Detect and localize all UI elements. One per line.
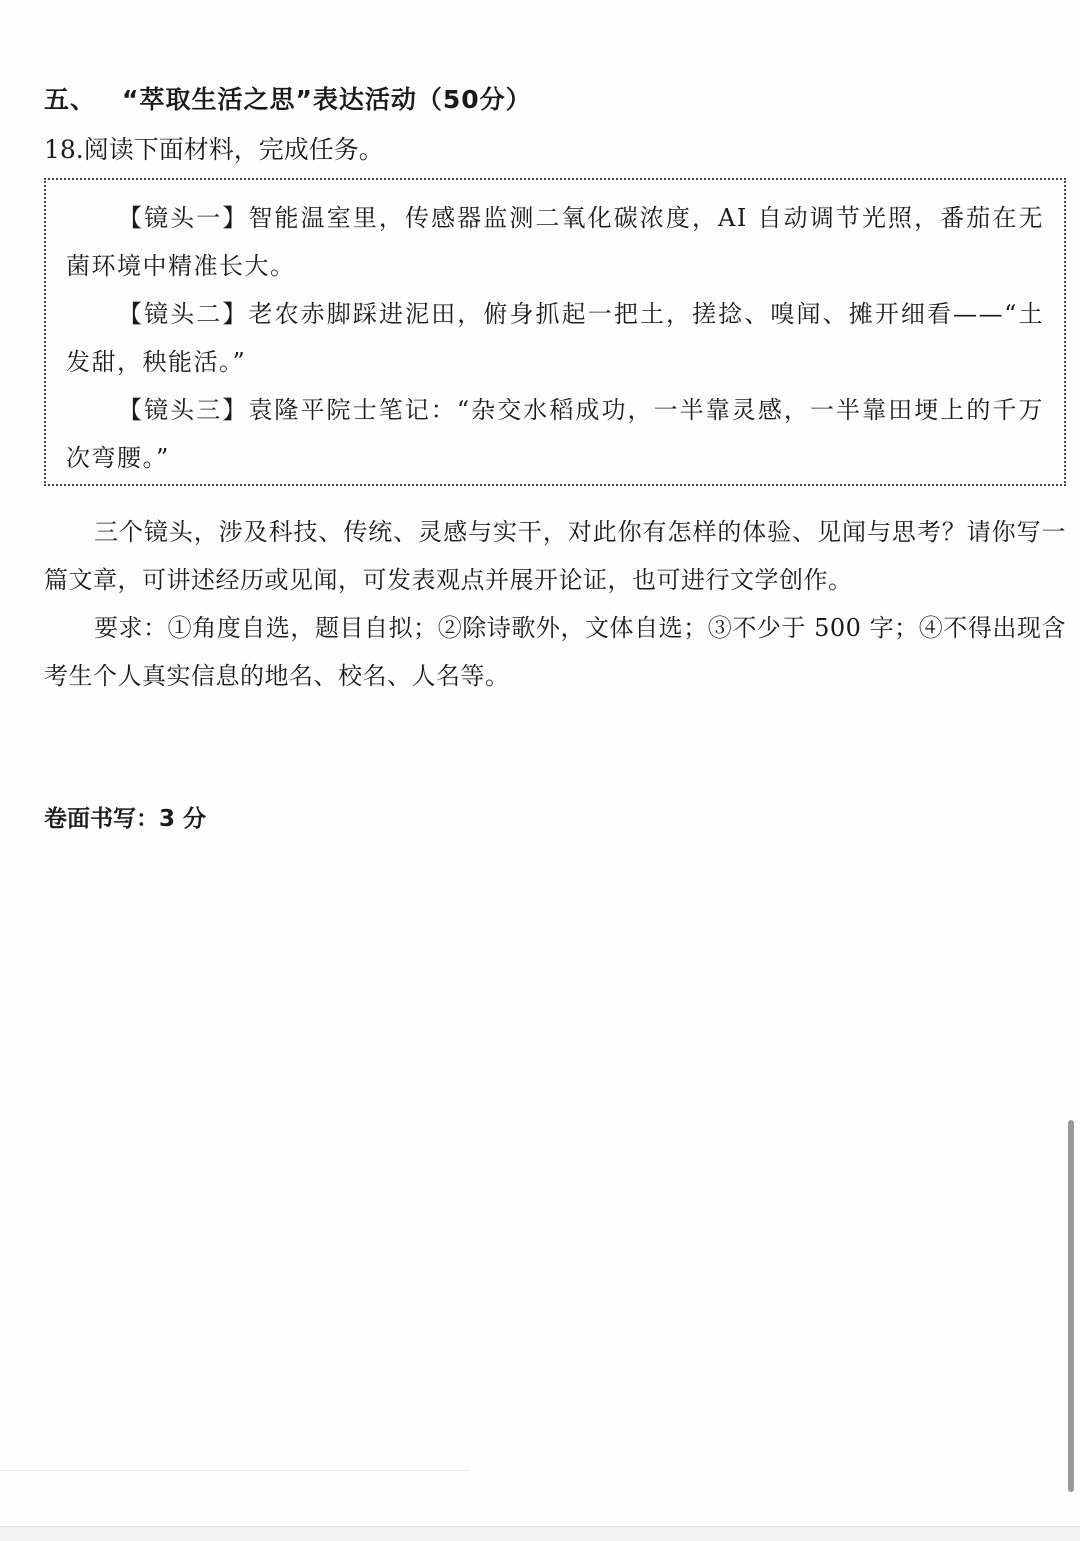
task-requirements: 要求：①角度自选，题目自拟；②除诗歌外，文体自选；③不少于 500 字；④不得出现含考生个人真实信息的地名、校名、人名等。 [44, 614, 1066, 690]
section-heading [44, 80, 532, 116]
task-paragraph: 三个镜头，涉及科技、传统、灵感与实干，对此你有怎样的体验、见闻与思考？请你写一篇文章，可讲述经历或见闻，可发表观点并展开论证，也可进行文学创作。 [44, 518, 1066, 594]
shot-two: 【镜头二】老农赤脚踩进泥田，俯身抓起一把土，搓捻、嗅闻、摊开细看——“土发甜，秧能活。” [66, 300, 1044, 376]
vertical-scrollbar[interactable] [1068, 1120, 1074, 1492]
handwriting-score: 卷面书写：3 分 [44, 806, 207, 832]
shot-one: 【镜头一】智能温室里，传感器监测二氧化碳浓度，AI 自动调节光照，番茄在无菌环境中精准长大。 [66, 204, 1044, 280]
divider-line [0, 1470, 470, 1471]
bottom-bar [0, 1526, 1080, 1541]
question-prompt: 18.阅读下面材料，完成任务。 [44, 135, 384, 164]
section-number: 五、 [44, 85, 97, 114]
section-title: “萃取生活之思”表达活动（50分） [122, 85, 532, 114]
material-box [44, 178, 1066, 486]
shot-three: 【镜头三】袁隆平院士笔记：“杂交水稻成功，一半靠灵感，一半靠田埂上的千万次弯腰。” [66, 396, 1044, 472]
